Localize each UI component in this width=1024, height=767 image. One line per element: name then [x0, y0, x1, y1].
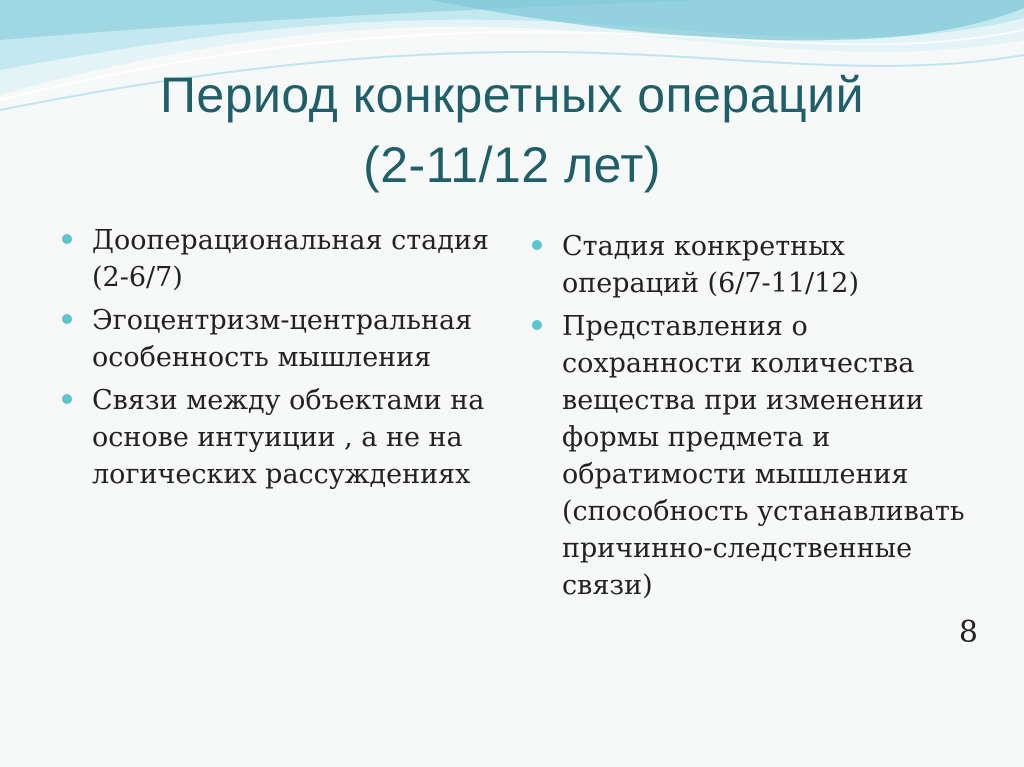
bullet-dot-icon	[62, 234, 72, 244]
list-item-text: Стадия конкретных операций (6/7-11/12)	[562, 231, 859, 299]
list-item	[532, 228, 982, 302]
list-item	[62, 382, 502, 493]
left-bullet-list	[62, 222, 502, 493]
list-item-text: Связи между объектами на основе интуиции , а не на логических рассуждениях	[92, 385, 485, 490]
bullet-dot-icon	[532, 240, 542, 250]
slide-title-line-2: (2-11/12 лет)	[363, 137, 661, 193]
list-item	[62, 302, 502, 376]
slide-title-line-1: Период конкретных операций	[159, 67, 865, 123]
slide-title	[0, 60, 1024, 200]
left-column	[62, 222, 502, 499]
list-item-text: Представления о сохранности количества вещества при изменении формы предмета и обратимости мышления (способность устанавливать причинно-следственные связи)	[562, 311, 965, 601]
list-item-text: Дооперациональная стадия (2-6/7)	[92, 225, 489, 293]
bullet-dot-icon	[62, 394, 72, 404]
right-bullet-list	[532, 228, 982, 604]
bullet-dot-icon	[532, 320, 542, 330]
right-column	[532, 228, 982, 610]
list-item	[62, 222, 502, 296]
list-item-text: Эгоцентризм-центральная особенность мышления	[92, 305, 473, 373]
bullet-dot-icon	[62, 314, 72, 324]
list-item	[532, 308, 982, 604]
page-number: 8	[958, 615, 978, 650]
